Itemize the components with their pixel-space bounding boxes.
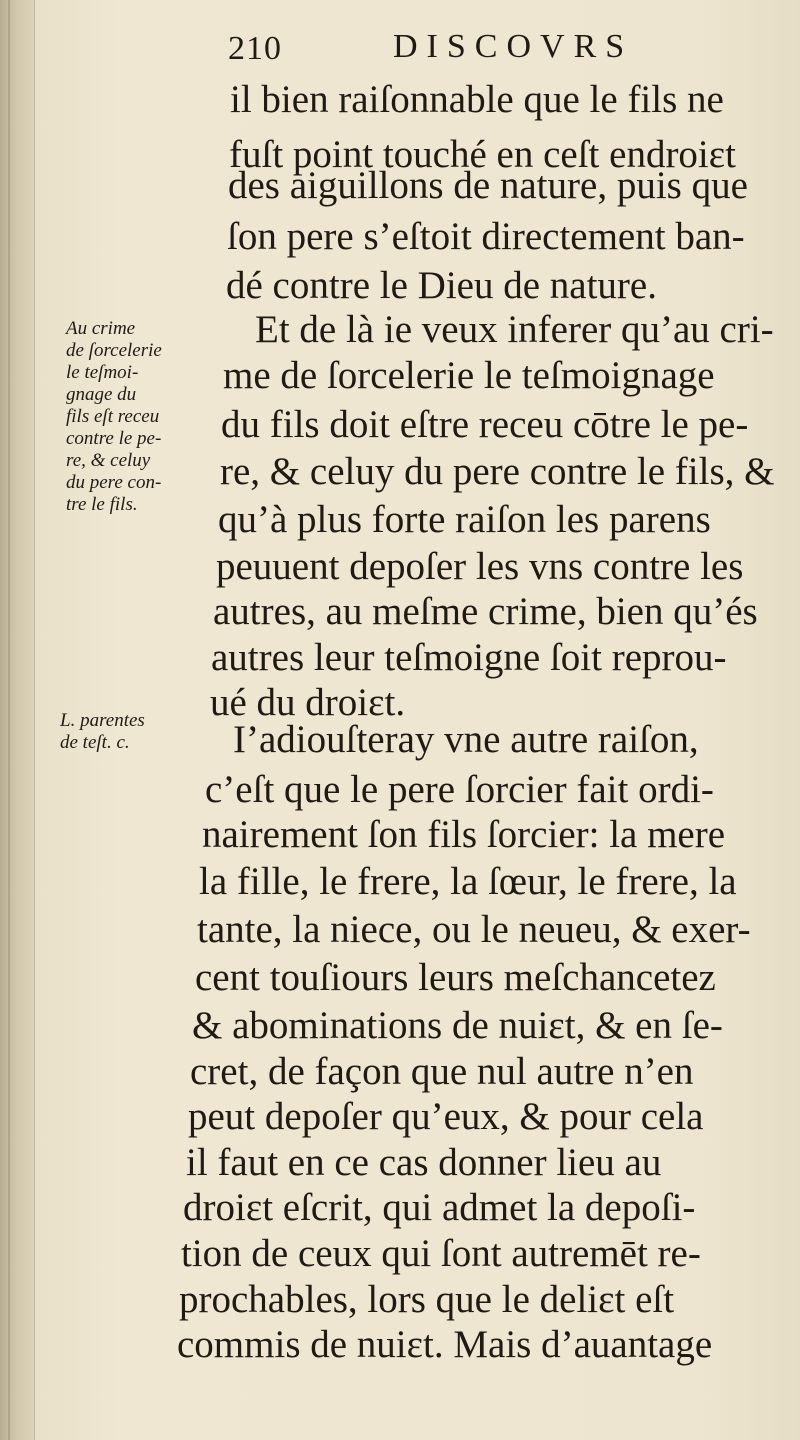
page-header [228,28,768,78]
margin-note-line: L. parentes [60,710,145,731]
margin-note-line: contre le pe- [66,428,162,449]
text-line: tion de ceux qui ſont autremēt re- [181,1232,701,1275]
margin-note-line: du pere con- [66,472,162,493]
text-line: ſon pere s’eſtoit directement ban- [227,215,745,258]
text-line: c’eſt que le pere ſorcier fait ordi- [205,768,714,811]
margin-note-crime [66,318,162,516]
margin-note-line: tre le fils. [66,494,138,515]
text-line: peut depoſer qu’eux, & pour cela [188,1095,704,1138]
text-line: nairement ſon fils ſorcier: la mere [202,813,726,856]
text-line: autres leur teſmoigne ſoit reprou- [211,636,727,679]
text-line: du fils doit eſtre receu cōtre le pe- [221,403,749,446]
page-binding [0,0,35,1440]
margin-note-line: fils eſt receu [66,406,160,427]
margin-note-line: le teſmoi- [66,362,139,383]
margin-note-line: Au crime [66,318,136,339]
text-line: & abominations de nuiɛt, & en ſe- [192,1004,723,1047]
text-line: tante, la niece, ou le neueu, & exer- [197,908,751,951]
text-line: qu’à plus forte raiſon les parens [218,498,711,541]
text-line: cret, de façon que nul autre n’en [190,1050,694,1093]
text-line: la fille, le frere, la ſœur, le frere, la [199,860,737,903]
text-line: prochables, lors que le deliɛt eſt [179,1278,675,1321]
margin-note-line: re, & celuy [66,450,151,471]
text-line: ué du droiɛt. [210,681,406,724]
margin-note-line: de ſorcelerie [66,340,162,361]
text-line: commis de nuiɛt. Mais d’auantage [177,1323,713,1366]
text-line: Et de là ie veux inferer qu’au cri- [255,308,774,351]
text-line: dé contre le Dieu de nature. [226,264,657,307]
text-line: des aiguillons de nature, puis que [228,164,748,207]
binding-line [8,0,10,1440]
text-line: il bien raiſonnable que le fils ne [230,78,724,121]
text-line: re, & celuy du pere contre le fils, & [220,450,775,493]
margin-note-line: de teſt. c. [60,732,130,753]
text-line: droiɛt eſcrit, qui admet la depoſi- [183,1186,696,1229]
running-title: DISCOVRS [393,28,634,65]
text-line: cent touſiours leurs meſchancetez [195,956,716,999]
page-number: 210 [228,30,282,67]
margin-note-reference [60,710,145,754]
text-line: peuuent depoſer les vns contre les [216,545,744,588]
text-line: il faut en ce cas donner lieu au [186,1141,662,1184]
text-line: I’adiouſteray vne autre raiſon, [233,718,699,761]
text-line: autres, au meſme crime, bien qu’és [213,590,758,633]
margin-note-line: gnage du [66,384,137,405]
text-line: fuſt point touché en ceſt endroiɛt [229,133,736,176]
text-line: me de ſorcelerie le teſmoignage [223,354,715,397]
